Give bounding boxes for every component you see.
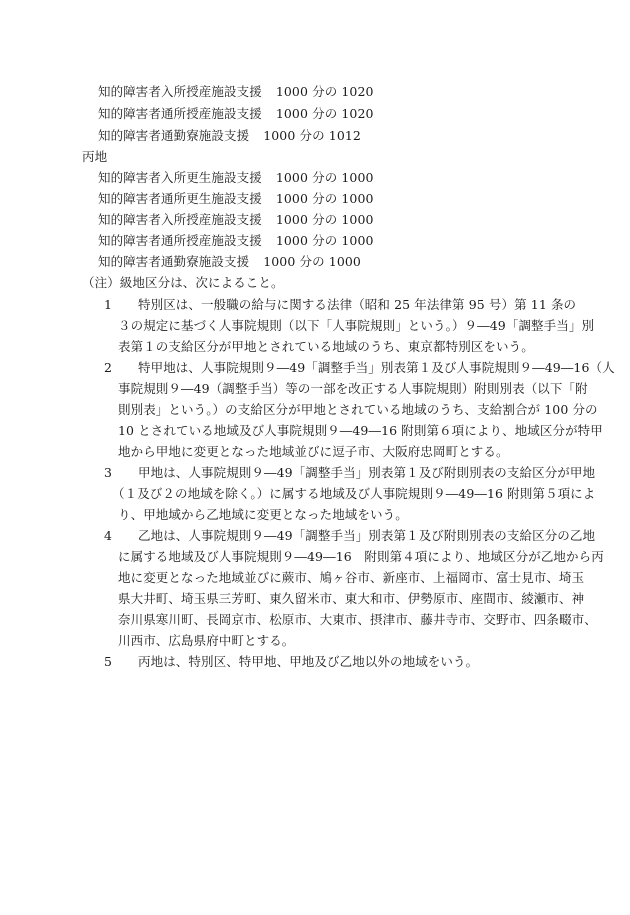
note-item-line: 表第１の支給区分が甲地とされている地域のうち、東京都特別区をいう。	[118, 339, 534, 354]
facility-line	[98, 85, 374, 99]
facility-line	[98, 213, 374, 227]
note-item-line: に属する地域及び人事院規則９―49―16 附則第４項により、地域区分が乙地から丙	[118, 549, 604, 564]
note-item-line: 則別表」という。）の支給区分が甲地とされている地域のうち、支給割合が 100 分の	[118, 402, 598, 417]
facility-rate: 1000 分の 1020	[275, 84, 374, 99]
facility-rate: 1000 分の 1000	[263, 254, 361, 269]
note-item-line: （１及び２の地域を除く。）に属する地域及び人事院規則９―49―16 附則第５項によ	[112, 486, 596, 501]
facility-line	[98, 107, 374, 121]
note-heading: （注）級地区分は、次によること。	[82, 275, 284, 290]
note-item-line: 丙地は、特別区、特甲地、甲地及び乙地以外の地域をいう。	[138, 654, 479, 669]
note-item-number: 1	[104, 297, 112, 312]
note-item-line: 乙地は、人事院規則９―49「調整手当」別表第１及び附則別表の支給区分の乙地	[138, 528, 596, 543]
facility-rate: 1000 分の 1012	[263, 128, 361, 143]
facility-line	[98, 171, 374, 185]
facility-name: 知的障害者通所授産施設支援	[98, 233, 262, 248]
facility-name: 知的障害者入所授産施設支援	[98, 84, 262, 99]
note-item-line: 県大井町、埼玉県三芳町、東久留米市、東大和市、伊勢原市、座間市、綾瀬市、神	[118, 591, 585, 606]
note-item-line: 事院規則９―49（調整手当）等の一部を改正する人事院規則）附則別表（以下「附	[118, 381, 588, 396]
note-item-line: 地に変更となった地域並びに蕨市、鳩ヶ谷市、新座市、上福岡市、富士見市、埼玉	[118, 570, 585, 585]
facility-rate: 1000 分の 1020	[275, 106, 374, 121]
facility-name: 知的障害者通勤寮施設支援	[98, 254, 250, 269]
facility-name: 知的障害者入所更生施設支援	[98, 170, 262, 185]
note-item-line: 甲地は、人事院規則９―49「調整手当」別表第１及び附則別表の支給区分が甲地	[138, 465, 596, 480]
note-item-line: 奈川県寒川町、長岡京市、松原市、大東市、摂津市、藤井寺市、交野市、四条畷市、	[118, 612, 597, 627]
facility-line	[98, 255, 361, 269]
note-item-line: 川西市、広島県府中町とする。	[118, 633, 295, 648]
facility-line	[98, 192, 374, 206]
note-item-line: り、甲地域から乙地域に変更となった地域をいう。	[118, 507, 408, 522]
facility-line	[98, 234, 374, 248]
facility-rate: 1000 分の 1000	[275, 212, 374, 227]
note-item-line: 特別区は、一般職の給与に関する法律（昭和 25 年法律第 95 号）第 11 条の	[138, 297, 577, 312]
note-item-number: 2	[104, 360, 112, 375]
note-item-line: 10 とされている地域及び人事院規則９―49―16 附則第６項により、地域区分が特甲	[118, 423, 603, 438]
facility-name: 知的障害者通勤寮施設支援	[98, 128, 250, 143]
facility-name: 知的障害者通所授産施設支援	[98, 106, 262, 121]
note-item-number: 5	[104, 654, 112, 669]
facility-name: 知的障害者通所更生施設支援	[98, 191, 262, 206]
facility-rate: 1000 分の 1000	[275, 191, 374, 206]
facility-line	[98, 129, 361, 143]
note-item-number: 4	[104, 528, 112, 543]
facility-name: 知的障害者入所授産施設支援	[98, 212, 262, 227]
facility-rate: 1000 分の 1000	[275, 233, 374, 248]
note-item-line: 地から甲地に変更となった地域並びに逗子市、大阪府忠岡町とする。	[118, 444, 509, 459]
region-heading: 丙地	[82, 149, 108, 164]
facility-rate: 1000 分の 1000	[275, 170, 374, 185]
note-item-line: ３の規定に基づく人事院規則（以下「人事院規則」という。）９―49「調整手当」別	[118, 318, 595, 333]
note-item-number: 3	[104, 465, 112, 480]
note-item-line: 特甲地は、人事院規則９―49「調整手当」別表第１及び人事院規則９―49―16（人	[138, 360, 615, 375]
